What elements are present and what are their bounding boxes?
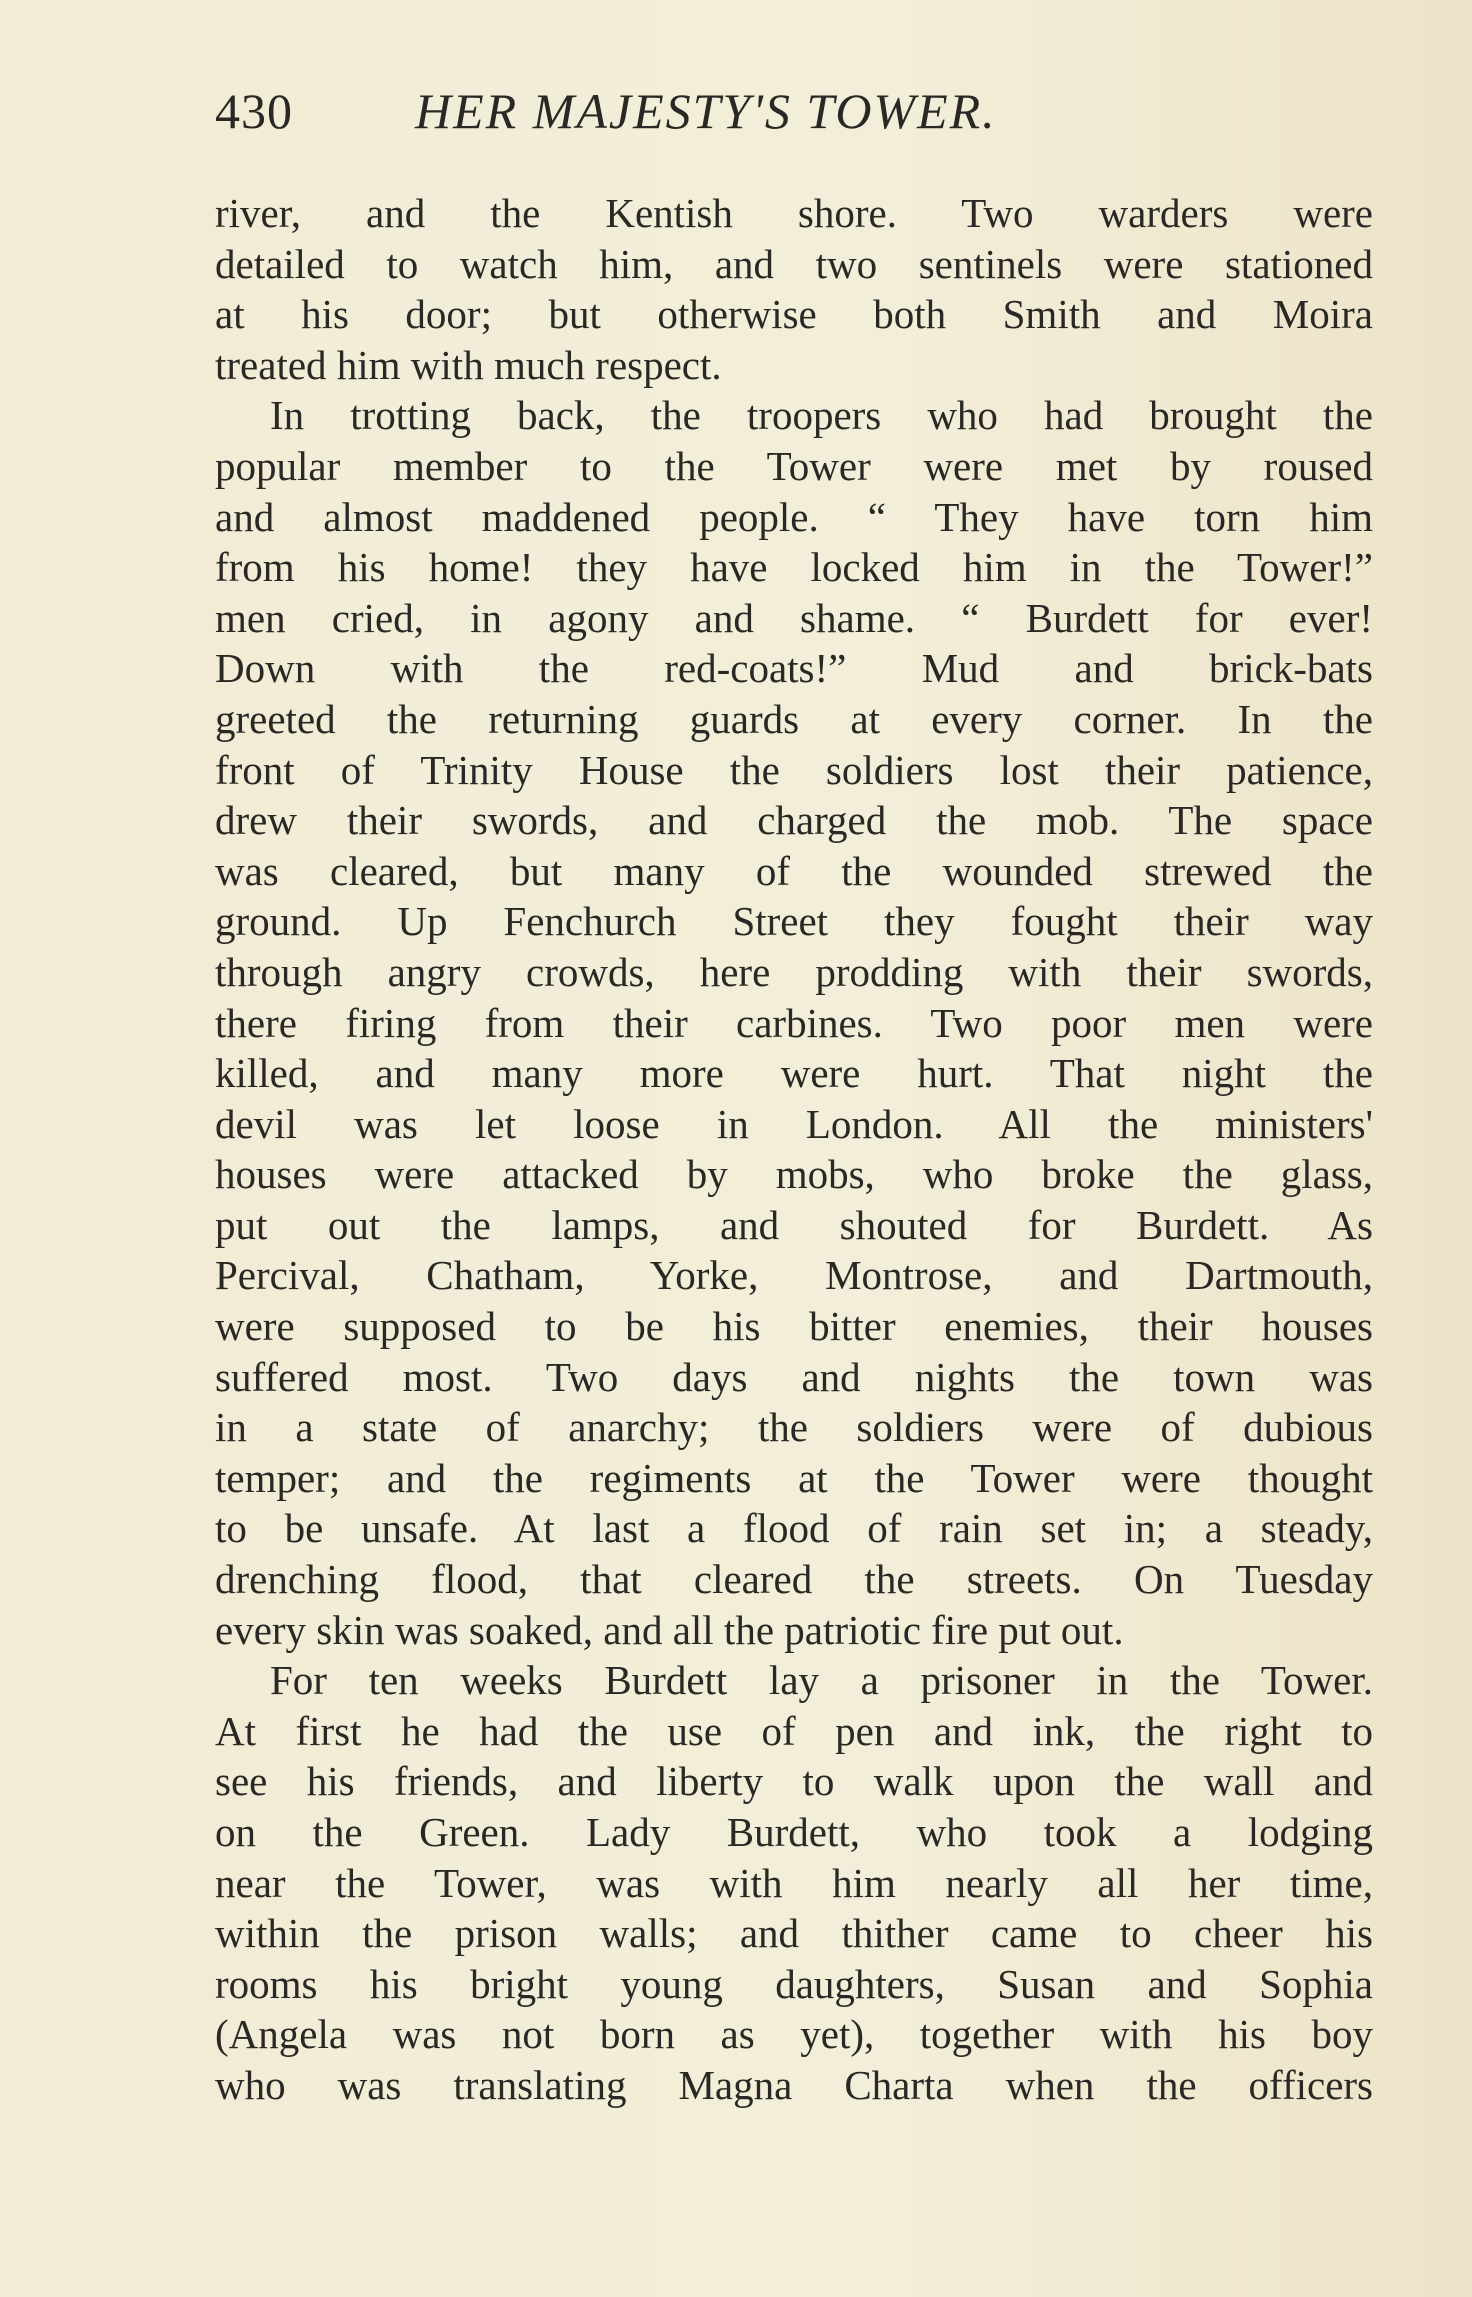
- text-line: drenching flood, that cleared the streets. On Tuesday: [215, 1556, 1373, 1603]
- page-number: 430: [215, 83, 293, 139]
- running-title: HER MAJESTY'S TOWER.: [415, 83, 997, 139]
- text-line: Percival, Chatham, Yorke, Montrose, and Dartmouth,: [215, 1252, 1373, 1299]
- text-line: treated him with much respect.: [215, 341, 722, 388]
- text-line: were supposed to be his bitter enemies, their houses: [215, 1303, 1373, 1350]
- text-line: killed, and many more were hurt. That night the: [215, 1050, 1373, 1097]
- text-line: every skin was soaked, and all the patriotic fire put out.: [215, 1606, 1124, 1653]
- text-line: on the Green. Lady Burdett, who took a lodging: [215, 1809, 1373, 1855]
- text-line: put out the lamps, and shouted for Burdett. As: [215, 1201, 1373, 1248]
- text-line: (Angela was not born as yet), together with his boy: [215, 2011, 1373, 2058]
- text-line: front of Trinity House the soldiers lost their patience,: [215, 746, 1373, 793]
- text-line: For ten weeks Burdett lay a prisoner in the Tower.: [270, 1657, 1373, 1704]
- text-line: was cleared, but many of the wounded strewed the: [215, 847, 1373, 894]
- text-line: temper; and the regiments at the Tower were thought: [215, 1454, 1373, 1501]
- text-line: men cried, in agony and shame. “ Burdett for ever!: [215, 594, 1373, 641]
- text-line: and almost maddened people. “ They have torn him: [215, 493, 1373, 540]
- text-line: Down with the red-coats!” Mud and brick-bats: [215, 645, 1373, 692]
- text-line: In trotting back, the troopers who had brought the: [270, 392, 1373, 439]
- text-line: near the Tower, was with him nearly all her time,: [215, 1859, 1373, 1906]
- text-line: houses were attacked by mobs, who broke the glass,: [215, 1151, 1373, 1198]
- text-line: drew their swords, and charged the mob. The space: [215, 797, 1373, 844]
- text-line: At first he had the use of pen and ink, the right to: [215, 1707, 1373, 1754]
- text-line: devil was let loose in London. All the ministers': [215, 1100, 1373, 1147]
- text-line: in a state of anarchy; the soldiers were of dubious: [215, 1404, 1373, 1451]
- text-line: popular member to the Tower were met by roused: [215, 442, 1373, 489]
- page-header: [215, 82, 1375, 152]
- text-line: there firing from their carbines. Two poor men were: [215, 999, 1373, 1046]
- text-line: from his home! they have locked him in the Tower!”: [215, 544, 1373, 591]
- text-line: to be unsafe. At last a flood of rain set in; a steady,: [215, 1505, 1373, 1552]
- text-line: within the prison walls; and thither came to cheer his: [215, 1910, 1373, 1957]
- body-text: [215, 188, 1373, 2111]
- text-line: detailed to watch him, and two sentinels were stationed: [215, 240, 1373, 287]
- text-line: through angry crowds, here prodding with their swords,: [215, 948, 1373, 995]
- text-line: greeted the returning guards at every corner. In the: [215, 695, 1373, 742]
- text-line: suffered most. Two days and nights the town was: [215, 1353, 1373, 1400]
- text-line: rooms his bright young daughters, Susan and Sophia: [215, 1960, 1373, 2007]
- text-line: at his door; but otherwise both Smith and Moira: [215, 291, 1373, 338]
- text-line: ground. Up Fenchurch Street they fought their way: [215, 898, 1373, 945]
- text-line: river, and the Kentish shore. Two warders were: [215, 190, 1373, 236]
- text-line: see his friends, and liberty to walk upon the wall and: [215, 1758, 1373, 1805]
- text-line: who was translating Magna Charta when the officers: [215, 2061, 1373, 2108]
